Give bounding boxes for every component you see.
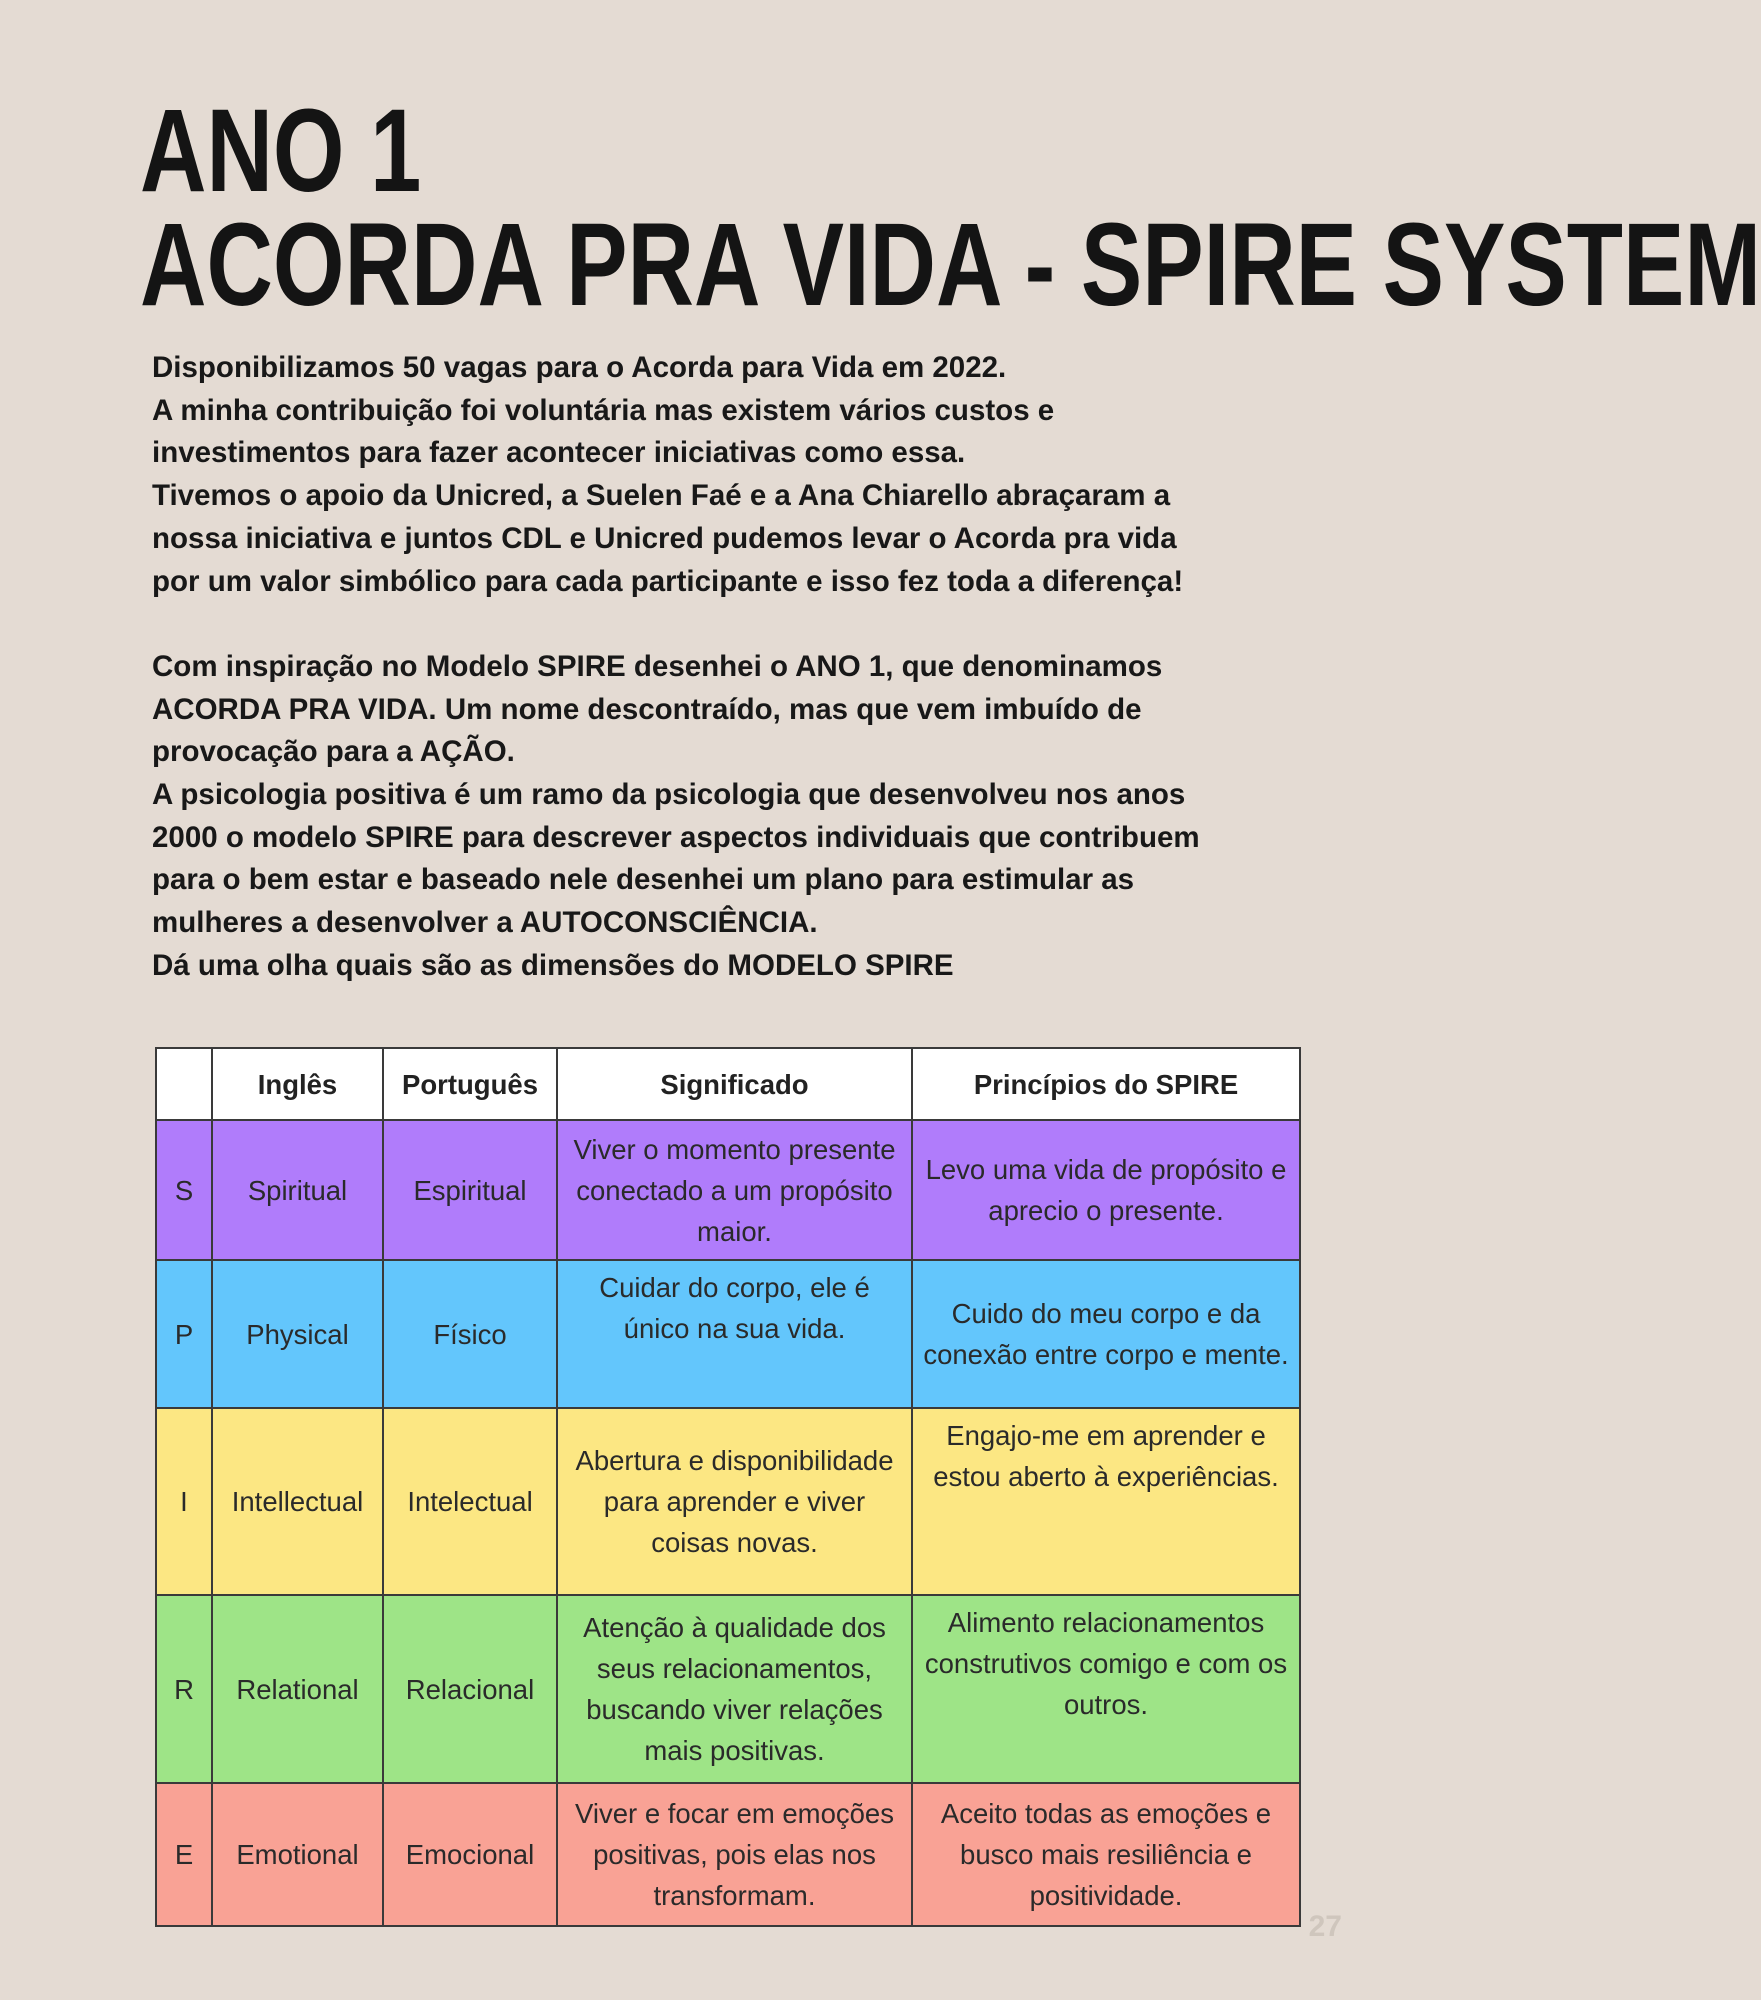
- meaning-cell: Atenção à qualidade dos seus relacionamentos, buscando viver relações mais positivas.: [557, 1595, 912, 1783]
- header-cell-principle: Princípios do SPIRE: [912, 1048, 1300, 1120]
- intro-line: Com inspiração no Modelo SPIRE desenhei o ANO 1, que denominamos: [152, 649, 1163, 683]
- letter-cell: P: [156, 1260, 212, 1408]
- intro-line: Disponibilizamos 50 vagas para o Acorda para Vida em 2022.: [152, 351, 1007, 384]
- english-cell: Physical: [212, 1260, 383, 1408]
- intro-line: mulheres a desenvolver a AUTOCONSCIÊNCIA.: [152, 906, 818, 940]
- intro-line: para o bem estar e baseado nele desenhei um plano para estimular as: [152, 863, 1135, 897]
- principle-cell: Aceito todas as emoções e busco mais resiliência e positividade.: [912, 1783, 1300, 1926]
- paragraph-gap: [152, 603, 1302, 646]
- portuguese-cell: Espiritual: [383, 1120, 557, 1260]
- meaning-cell: Viver o momento presente conectado a um propósito maior.: [557, 1120, 912, 1260]
- spire-table: [155, 1047, 1301, 1927]
- intro-line: Dá uma olha quais são as dimensões do MODELO SPIRE: [152, 948, 954, 982]
- english-cell: Relational: [212, 1595, 383, 1783]
- intro-line: 2000 o modelo SPIRE para descrever aspectos individuais que contribuem: [152, 820, 1200, 854]
- table-row-physical: [156, 1260, 1300, 1408]
- intro-line: investimentos para fazer acontecer iniciativas como essa.: [152, 436, 966, 470]
- principle-cell: Cuido do meu corpo e da conexão entre corpo e mente.: [912, 1260, 1300, 1408]
- page-number: 27: [1308, 1910, 1342, 1943]
- letter-cell: S: [156, 1120, 212, 1260]
- intro-line: A psicologia positiva é um ramo da psicologia que desenvolveu nos anos: [152, 778, 1186, 812]
- intro-line: Tivemos o apoio da Unicred, a Suelen Faé e a Ana Chiarello abraçaram a: [152, 479, 1171, 513]
- english-cell: Emotional: [212, 1783, 383, 1926]
- table-header-row: [156, 1048, 1300, 1120]
- intro-line: provocação para a AÇÃO.: [152, 735, 515, 769]
- table-row-intellectual: [156, 1408, 1300, 1595]
- table-row-spiritual: [156, 1120, 1300, 1260]
- principle-cell: Alimento relacionamentos construtivos comigo e com os outros.: [912, 1595, 1300, 1783]
- portuguese-cell: Intelectual: [383, 1408, 557, 1595]
- title-line-1: ANO 1: [140, 85, 422, 217]
- header-cell-portuguese: Português: [383, 1048, 557, 1120]
- intro-line: ACORDA PRA VIDA. Um nome descontraído, mas que vem imbuído de: [152, 692, 1142, 726]
- header-cell-english: Inglês: [212, 1048, 383, 1120]
- letter-cell: R: [156, 1595, 212, 1783]
- header-cell-letter: [156, 1048, 212, 1120]
- english-cell: Intellectual: [212, 1408, 383, 1595]
- intro-line: nossa iniciativa e juntos CDL e Unicred pudemos levar o Acorda pra vida: [152, 521, 1177, 555]
- meaning-cell: Cuidar do corpo, ele é único na sua vida.: [557, 1260, 912, 1408]
- letter-cell: E: [156, 1783, 212, 1926]
- table-row-relational: [156, 1595, 1300, 1783]
- portuguese-cell: Relacional: [383, 1595, 557, 1783]
- portuguese-cell: Emocional: [383, 1783, 557, 1926]
- table-row-emotional: [156, 1783, 1300, 1926]
- principle-cell: Levo uma vida de propósito e aprecio o presente.: [912, 1120, 1300, 1260]
- header-cell-meaning: Significado: [557, 1048, 912, 1120]
- intro-text: [152, 347, 1302, 988]
- meaning-cell: Viver e focar em emoções positivas, pois elas nos transformam.: [557, 1783, 912, 1926]
- meaning-cell: Abertura e disponibilidade para aprender e viver coisas novas.: [557, 1408, 912, 1595]
- page-title: [140, 85, 1761, 331]
- intro-line: A minha contribuição foi voluntária mas existem vários custos e: [152, 393, 1055, 427]
- portuguese-cell: Físico: [383, 1260, 557, 1408]
- principle-cell: Engajo-me em aprender e estou aberto à experiências.: [912, 1408, 1300, 1595]
- intro-line: por um valor simbólico para cada participante e isso fez toda a diferença!: [152, 564, 1184, 598]
- title-line-2: ACORDA PRA VIDA - SPIRE SYSTEM: [140, 199, 1761, 331]
- letter-cell: I: [156, 1408, 212, 1595]
- english-cell: Spiritual: [212, 1120, 383, 1260]
